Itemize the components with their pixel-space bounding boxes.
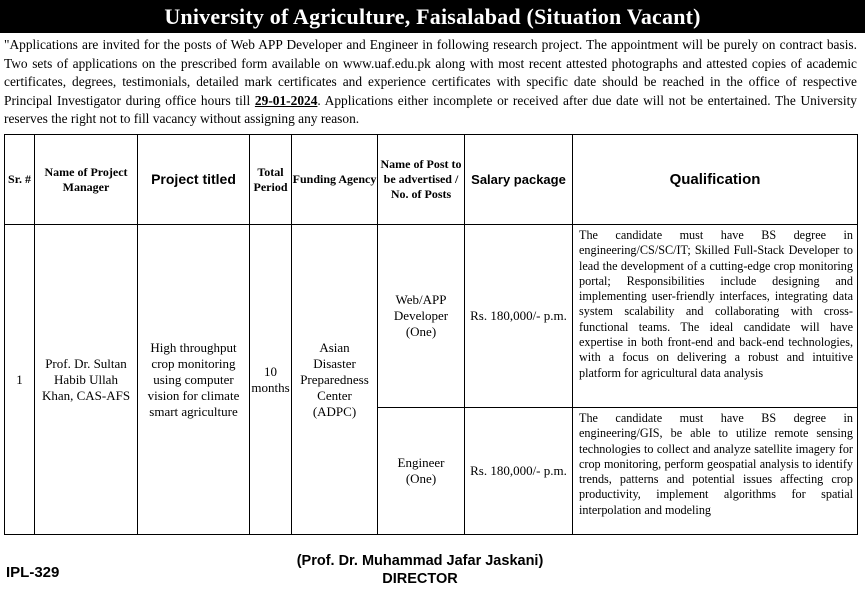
header-period: Total Period [250,135,292,225]
header-qualification: Qualification [573,135,858,225]
header-project: Project titled [138,135,250,225]
row-project: High throughput crop monitoring using computer vision for climate smart agriculture [138,225,250,535]
signature-block [250,552,590,588]
table-row [5,225,858,408]
row-salary-2: Rs. 180,000/- p.m. [465,408,573,535]
row-qualification-1: The candidate must have BS degree in engineering/CS/SC/IT; Skilled Full-Stack Developer to lead the development of a cutting-edge crop monitoring portal; Responsibilities include designing and implementing user-friendly interfaces, integrating data system scalability and collaborating with cross-functional teams. The ideal candidate will have expertise in both front-end and back-end technologies, with a focus on delivering a robust and intuitive platform for agricultural data analysis [573,225,858,408]
intro-text-end: . Applications either incomplete or received after due date will not be entertained. The University reserves the right not to fill vacancy without assigning any reason. [4,92,858,127]
signatory-name: (Prof. Dr. Muhammad Jafar Jaskani) [296,553,544,569]
row-period: 10 months [250,225,292,535]
row-sr: 1 [5,225,35,535]
header-manager: Name of Project Manager [35,135,138,225]
row-funding: Asian Disaster Preparedness Center (ADPC) [292,225,378,535]
table-header-row [5,135,858,225]
header-funding: Funding Agency [292,135,378,225]
row-salary-1: Rs. 180,000/- p.m. [465,225,573,408]
due-date: 29-01-2024 [254,92,318,108]
ipl-reference: IPL-329 [6,564,60,581]
signatory-title: DIRECTOR [382,571,458,587]
row-post-2: Engineer (One) [378,408,465,535]
page-title: University of Agriculture, Faisalabad (Situation Vacant) [0,0,865,33]
row-post-1: Web/APP Developer (One) [378,225,465,408]
intro-text: "Applications are invited for the posts of Web APP Developer and Engineer in following research project. The appointment will be purely on contract basis. Two sets of applications on the prescribed form available on www.uaf.edu.pk along with most recent attested photographs and attested copies of academic certificates, degrees, testimonials, detailed mark certificates and experience certificates with specific date should be reached in the office of respective Principal Investigator during office hours till [4,37,857,108]
vacancy-table [4,134,858,535]
header-post: Name of Post to be advertised / No. of Posts [378,135,465,225]
intro-paragraph [4,36,857,129]
row-manager: Prof. Dr. Sultan Habib Ullah Khan, CAS-AFS [35,225,138,535]
header-sr: Sr. # [5,135,35,225]
header-salary: Salary package [465,135,573,225]
row-qualification-2: The candidate must have BS degree in engineering/GIS, be able to utilize remote sensing technologies to collect and analyze satellite imagery for crop monitoring, perform geospatial analysis to identify trends, patterns and potential issues affecting crop productivity, implement algorithms for spatial interpolation and modeling [573,408,858,535]
